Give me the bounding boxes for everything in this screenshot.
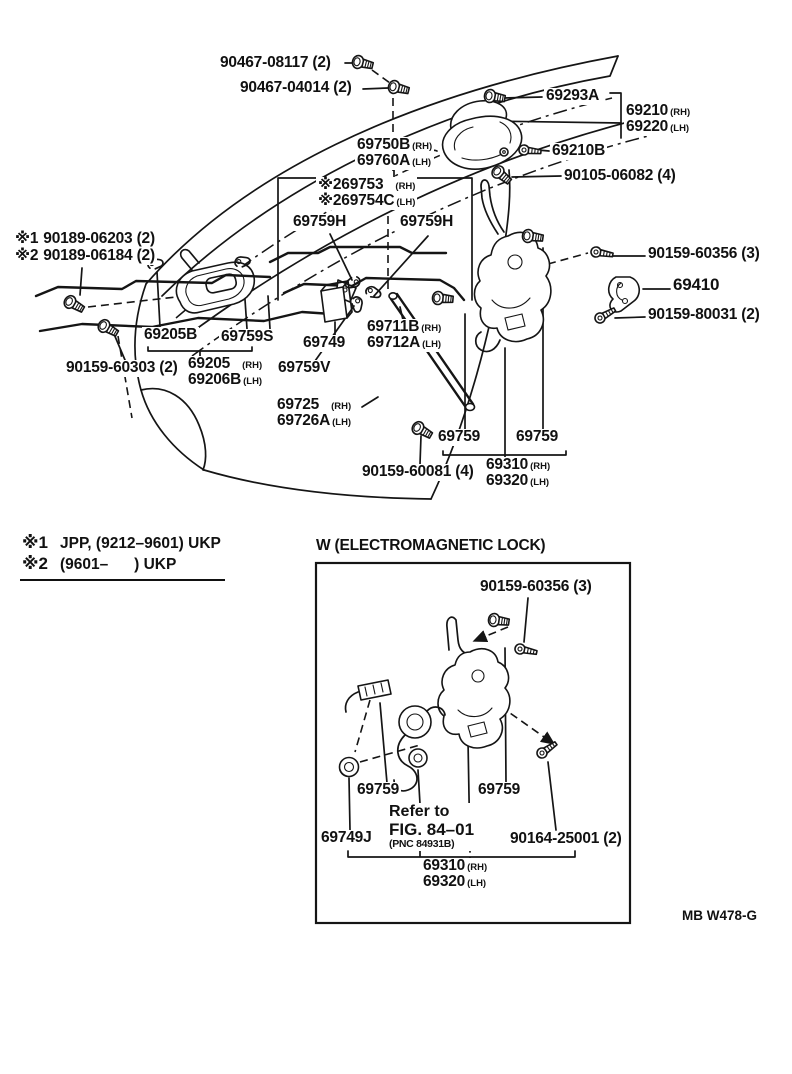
clip-drawing — [351, 296, 364, 313]
legend-note-2: ※2 (9601– ) UKP — [22, 553, 177, 573]
label-90467-08117: 90467-08117 (2) — [220, 54, 331, 71]
label-69759S: 69759S — [221, 328, 274, 345]
label-90159-60356: 90159-60356 (3) — [648, 245, 760, 262]
label-69210-69220: 69210 (RH) 69220 (LH) — [626, 102, 691, 136]
label-69759H-left: 69759H — [293, 213, 347, 230]
screw-drawing — [519, 145, 542, 157]
inset-label-69749J: 69749J — [321, 829, 372, 846]
bolt-drawing — [351, 54, 374, 72]
label-69410: 69410 — [673, 275, 720, 294]
label-69711B-69712A: 69711B (RH) 69712A (LH) — [367, 318, 442, 352]
label-69749: 69749 — [303, 334, 346, 351]
label-69205-69206B: 69205 (RH) 69206B (LH) — [188, 355, 263, 389]
label-90467-04014: 90467-04014 (2) — [240, 79, 352, 96]
bolt-drawing — [96, 318, 120, 340]
label-69759-upper-left: 69759 — [438, 428, 481, 445]
label-90159-60303: 90159-60303 (2) — [66, 359, 178, 376]
page-code: MB W478-G — [682, 908, 758, 923]
striker-drawing — [609, 277, 640, 312]
label-69293A: 69293A — [546, 87, 600, 104]
legend-notes — [20, 533, 225, 581]
label-69759V: 69759V — [278, 359, 331, 376]
label-69205B: 69205B — [144, 326, 198, 343]
screw-drawing — [593, 305, 617, 325]
label-90189-06184: ※2 90189-06184 (2) — [15, 247, 155, 264]
label-90159-60081: 90159-60081 (4) — [362, 463, 474, 480]
upper-leader-lines — [80, 63, 670, 464]
inset-lock-drawing — [346, 617, 510, 791]
label-90159-80031: 90159-80031 (2) — [648, 306, 760, 323]
label-69753-69754C: ※269753 (RH) ※269754C (LH) — [318, 176, 416, 210]
inset-title: W (ELECTROMAGNETIC LOCK) — [316, 537, 546, 554]
bolt-drawing — [432, 291, 454, 306]
label-69750B-69760A: 69750B (RH) 69760A (LH) — [357, 136, 433, 170]
bolt-drawing — [410, 420, 434, 442]
bolt-drawing — [488, 613, 510, 629]
bolt-drawing — [387, 79, 410, 97]
inset-label-69759-left: 69759 — [357, 781, 400, 798]
door-lock-drawing — [474, 180, 550, 352]
inset-label-69310-69320: 69310 (RH) 69320 (LH) — [423, 857, 488, 891]
label-90189-06203: ※1 90189-06203 (2) — [15, 230, 155, 247]
label-69759H-right: 69759H — [400, 213, 454, 230]
label-90105-06082: 90105-06082 (4) — [564, 167, 676, 184]
inset-refer-note: Refer to FIG. 84–01 (PNC 84931B) — [389, 803, 475, 851]
inset-label-69759-right: 69759 — [478, 781, 521, 798]
inset-label-90159-60356: 90159-60356 (3) — [480, 578, 592, 595]
screw-drawing — [590, 246, 613, 260]
inset-label-90164-25001: 90164-25001 (2) — [510, 830, 622, 847]
legend-note-1: ※1 JPP, (9212–9601) UKP — [22, 533, 221, 552]
label-69759-upper-right: 69759 — [516, 428, 559, 445]
label-69725-69726A: 69725 (RH) 69726A (LH) — [277, 396, 352, 430]
label-69310-69320: 69310 (RH) 69320 (LH) — [486, 456, 551, 490]
screw-drawing — [514, 643, 538, 657]
label-69210B: 69210B — [552, 142, 606, 159]
clip-drawing — [365, 285, 382, 299]
outside-handle-drawing — [427, 101, 522, 169]
grommet-drawing — [340, 758, 359, 777]
bolt-drawing — [62, 294, 86, 316]
screw-drawing — [535, 739, 559, 760]
